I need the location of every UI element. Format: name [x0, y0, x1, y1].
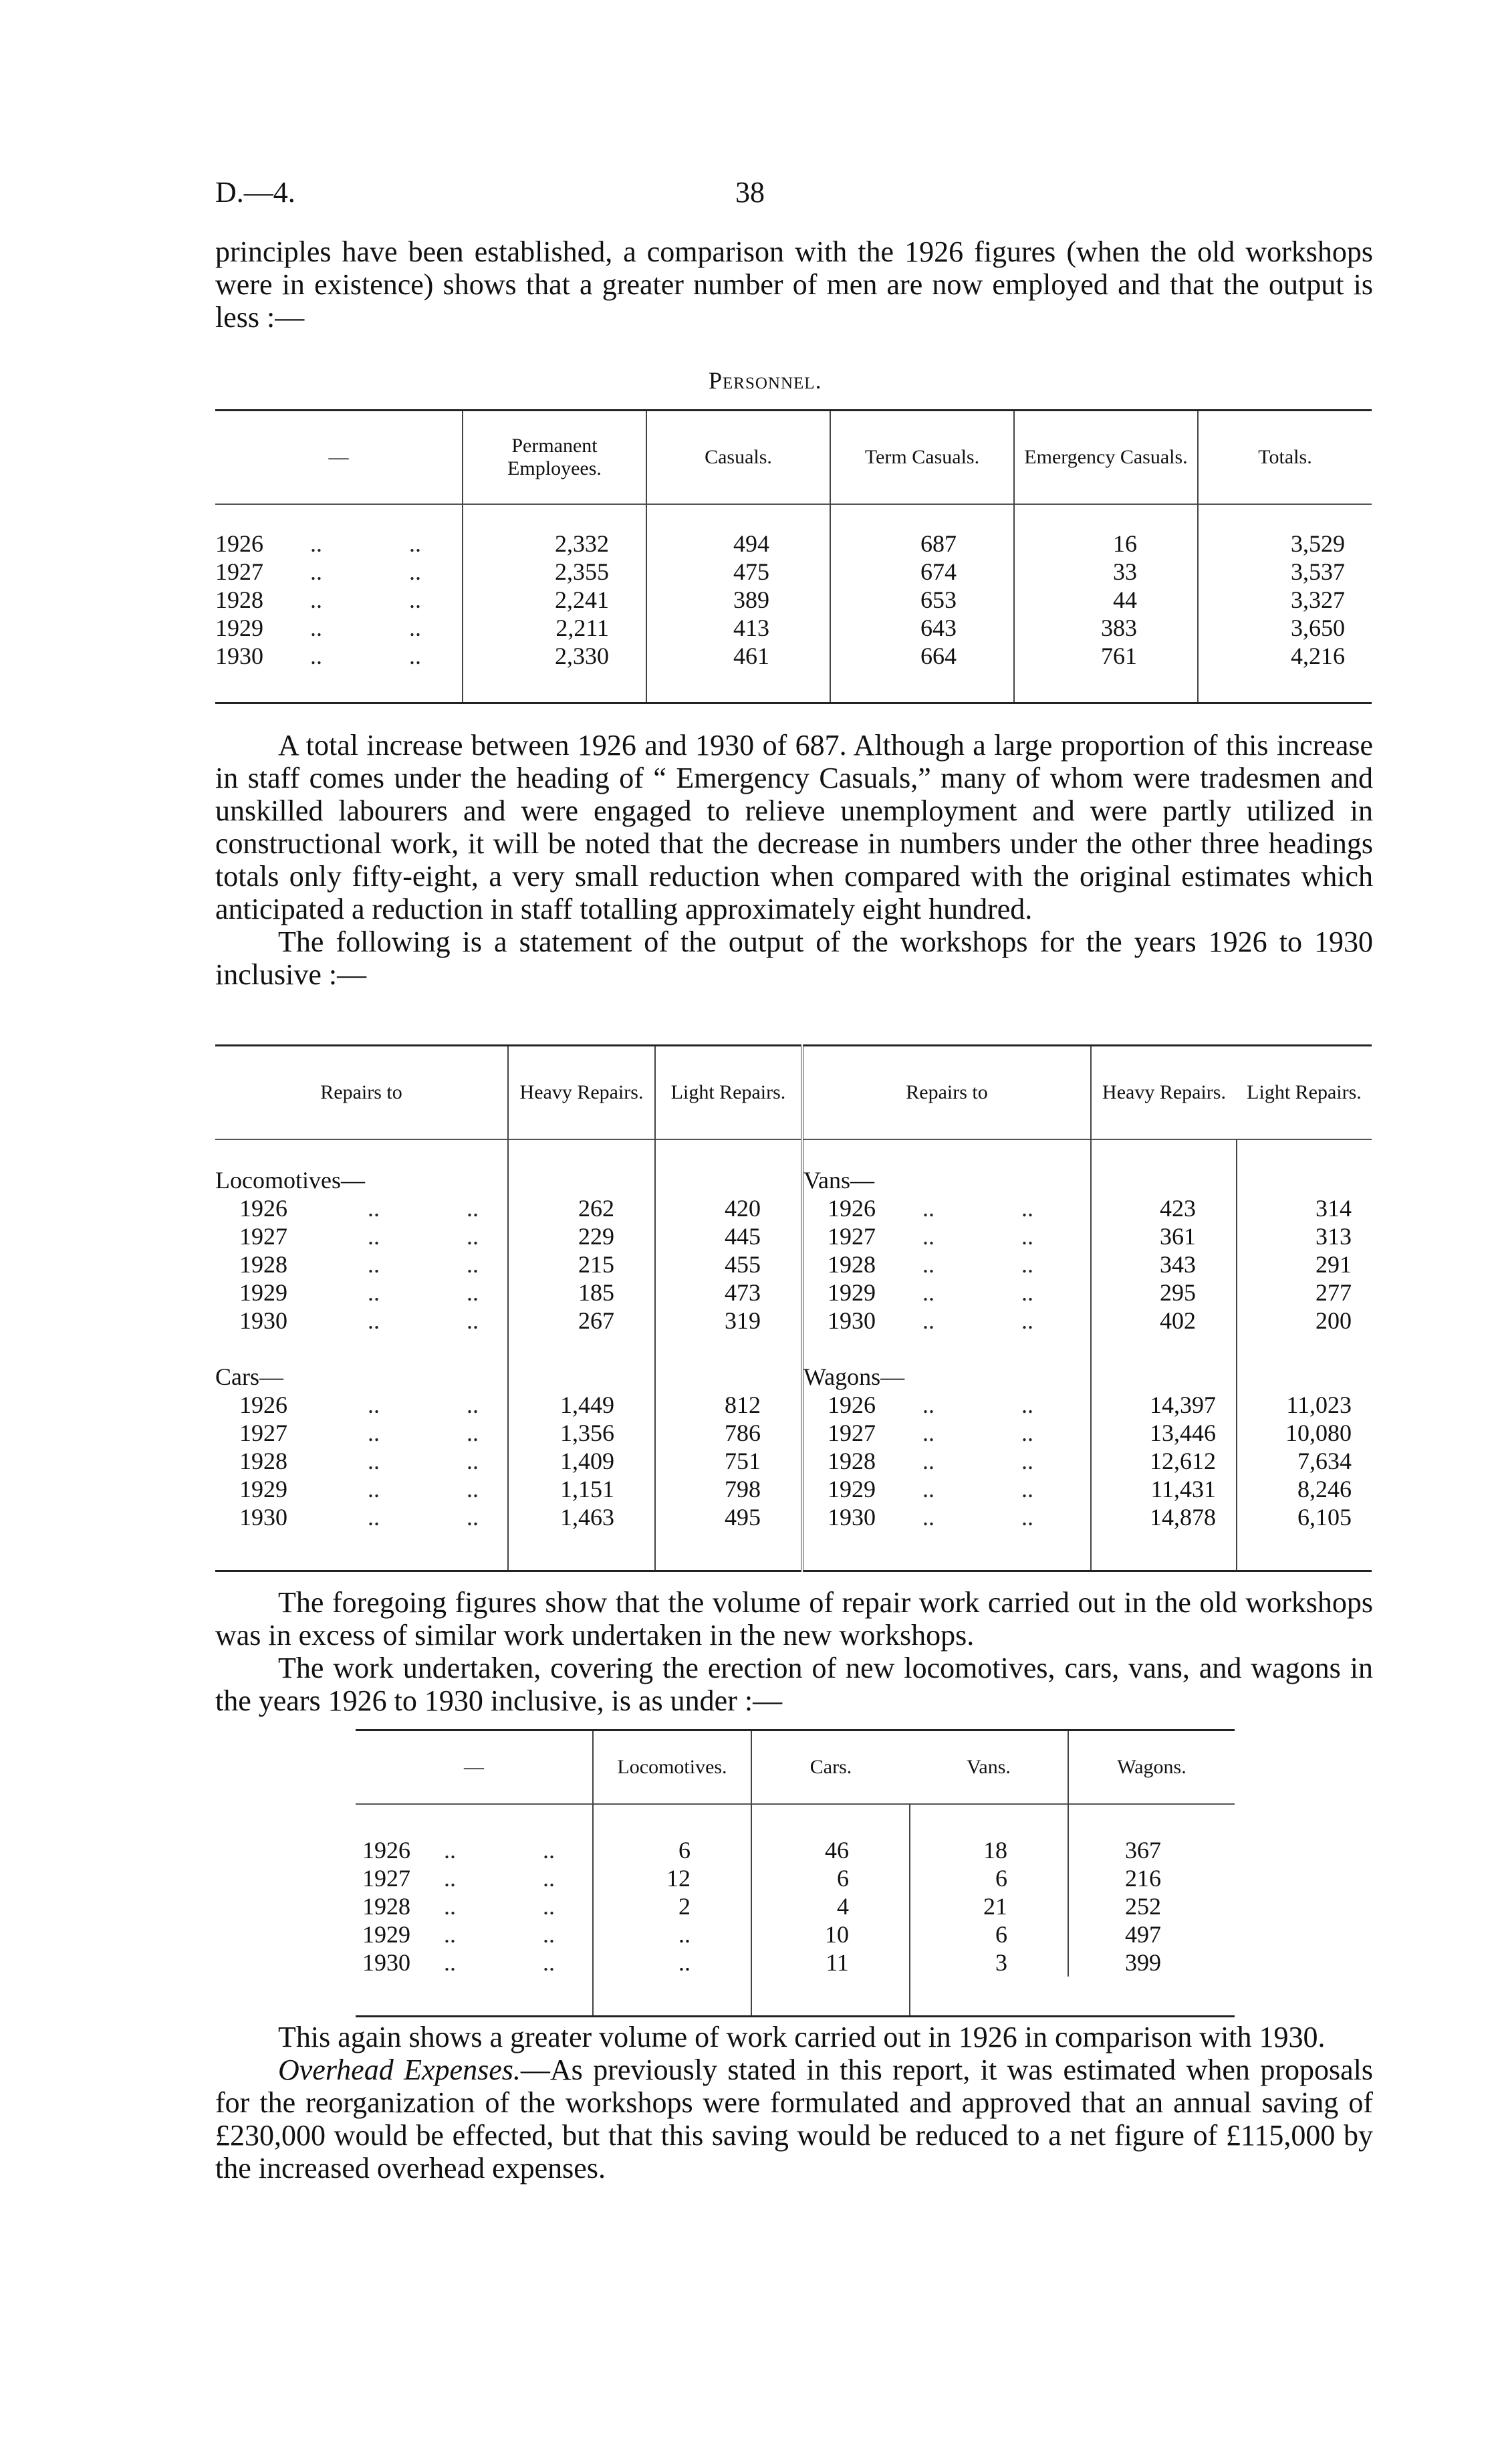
col-header-heavy-right: Heavy Repairs. — [1091, 1046, 1237, 1139]
group-label-vans: Vans— — [802, 1166, 1091, 1194]
cell-light: 473 — [655, 1278, 802, 1307]
row-year: 1929 — [239, 1475, 287, 1502]
row-year: 1930 — [828, 1503, 876, 1531]
cell-heavy: 14,397 — [1091, 1391, 1237, 1419]
cell-casuals: 389 — [646, 586, 830, 614]
cell-light: 8,246 — [1237, 1475, 1372, 1503]
cell-heavy: 343 — [1091, 1250, 1237, 1278]
group-label-row — [215, 1166, 1372, 1194]
row-year: 1930 — [239, 1503, 287, 1531]
cell-cars: 4 — [751, 1892, 910, 1920]
cell-permanent: 2,211 — [463, 614, 646, 642]
row-year: 1928 — [828, 1447, 876, 1474]
table-row: 1930 .. .. 1,463 495 1930 .. .. 14,878 6,105 — [215, 1503, 1372, 1531]
cell-heavy: 1,151 — [508, 1475, 655, 1503]
cell-light: 6,105 — [1237, 1503, 1372, 1531]
row-year: 1930 — [828, 1307, 876, 1334]
cell-light: 420 — [655, 1194, 802, 1222]
foregoing-text: The foregoing figures show that the volume of repair work carried out in the old workshops was in excess of similar work undertaken in the new workshops. — [215, 1586, 1373, 1652]
cell-total: 3,537 — [1198, 558, 1372, 586]
intro-text: principles have been established, a comparison with the 1926 figures (when the old workshops were in existence) shows that a greater number of men are now employed and that the output is less :— — [215, 235, 1373, 334]
col-header-repairs-to-right: Repairs to — [802, 1046, 1091, 1139]
cell-light: 314 — [1237, 1194, 1372, 1222]
row-year: 1926 — [828, 1391, 876, 1418]
cell-total: 3,327 — [1198, 586, 1372, 614]
col-header-locomotives: Locomotives. — [593, 1730, 751, 1804]
cell-light: 495 — [655, 1503, 802, 1531]
cell-term: 653 — [830, 586, 1014, 614]
col-header-casuals: Casuals. — [646, 411, 830, 504]
cell-light: 319 — [655, 1307, 802, 1335]
increase-text: A total increase between 1926 and 1930 of 687. Although a large proportion of this increase in staff comes under the heading of “ Emergency Casuals,” many of whom were tradesmen and unskilled labourers and were engaged to relieve unemployment and were partly utilized in constructional work, it will be noted that the decrease in numbers under the other three headings totals only fifty-eight, a very small reduction when compared with the original estimates which anticipated a reduction in staff totalling approximately eight hundred. — [215, 729, 1373, 925]
cell-casuals: 494 — [646, 530, 830, 558]
col-header-blank: — — [328, 445, 349, 468]
col-header-light-right: Light Repairs. — [1247, 1081, 1362, 1103]
output-intro-text: The following is a statement of the output of the workshops for the years 1926 to 1930 inclusive :— — [215, 925, 1373, 991]
cell-heavy: 13,446 — [1091, 1419, 1237, 1447]
row-year: 1929 — [239, 1278, 287, 1306]
cell-cars: 11 — [751, 1948, 910, 1977]
cell-wagons: 497 — [1068, 1920, 1235, 1948]
row-year: 1929 — [215, 614, 263, 641]
page-number: 38 — [735, 176, 765, 209]
row-year: 1927 — [215, 558, 263, 585]
cell-locomotives: .. — [593, 1920, 751, 1948]
personnel-table-title: Personnel. — [709, 367, 822, 394]
cell-heavy: 1,463 — [508, 1503, 655, 1531]
cell-permanent: 2,355 — [463, 558, 646, 586]
cell-emergency: 44 — [1014, 586, 1198, 614]
table-row: 1927 .. .. 2,355 475 674 33 3,537 — [215, 558, 1372, 586]
group-label-wagons: Wagons— — [802, 1363, 1091, 1391]
cell-heavy: 262 — [508, 1194, 655, 1222]
table-row: 1928 .. .. 2 4 21 252 — [356, 1892, 1235, 1920]
row-year: 1929 — [362, 1920, 410, 1948]
table-row: 1928 .. .. 2,241 389 653 44 3,327 — [215, 586, 1372, 614]
cell-emergency: 761 — [1014, 642, 1198, 670]
cell-light: 313 — [1237, 1222, 1372, 1250]
intro-paragraph — [215, 235, 1373, 334]
cell-term: 664 — [830, 642, 1014, 670]
cell-light: 455 — [655, 1250, 802, 1278]
cell-permanent: 2,332 — [463, 530, 646, 558]
cell-emergency: 383 — [1014, 614, 1198, 642]
col-header-heavy-left: Heavy Repairs. — [508, 1046, 655, 1139]
table-row: 1926 .. .. 6 46 18 367 — [356, 1836, 1235, 1864]
cell-wagons: 216 — [1068, 1864, 1235, 1892]
row-year: 1927 — [239, 1419, 287, 1446]
cell-locomotives: .. — [593, 1948, 751, 1977]
cell-heavy: 423 — [1091, 1194, 1237, 1222]
cell-heavy: 267 — [508, 1307, 655, 1335]
document-code: D.—4. — [215, 176, 295, 209]
table-row: 1928 .. .. 1,409 751 1928 .. .. 12,612 7,634 — [215, 1447, 1372, 1475]
cell-cars: 6 — [751, 1864, 910, 1892]
cell-heavy: 215 — [508, 1250, 655, 1278]
foregoing-paragraphs — [215, 1586, 1373, 1717]
overhead-expenses-paragraph — [215, 2053, 1373, 2185]
cell-total: 3,529 — [1198, 530, 1372, 558]
table-row: 1927 .. .. 229 445 1927 .. .. 361 313 — [215, 1222, 1372, 1250]
cell-heavy: 402 — [1091, 1307, 1237, 1335]
cell-total: 3,650 — [1198, 614, 1372, 642]
table-row: 1930 .. .. 267 319 1930 .. .. 402 200 — [215, 1307, 1372, 1335]
col-header-vans: Vans. — [967, 1755, 1011, 1778]
cell-emergency: 16 — [1014, 530, 1198, 558]
cell-heavy: 1,356 — [508, 1419, 655, 1447]
col-header-totals: Totals. — [1198, 411, 1372, 504]
group-label-row — [215, 1363, 1372, 1391]
row-year: 1926 — [828, 1194, 876, 1222]
cell-heavy: 361 — [1091, 1222, 1237, 1250]
cell-casuals: 461 — [646, 642, 830, 670]
row-year: 1928 — [215, 586, 263, 613]
row-year: 1926 — [362, 1836, 410, 1864]
cell-light: 751 — [655, 1447, 802, 1475]
increase-paragraphs — [215, 729, 1373, 991]
row-year: 1928 — [239, 1250, 287, 1278]
construction-table — [356, 1729, 1235, 2017]
row-year: 1926 — [215, 530, 263, 557]
row-year: 1930 — [362, 1948, 410, 1976]
row-year: 1930 — [239, 1307, 287, 1334]
cell-casuals: 413 — [646, 614, 830, 642]
table-row: 1927 .. .. 12 6 6 216 — [356, 1864, 1235, 1892]
table-row: 1929 .. .. 1,151 798 1929 .. .. 11,431 8,246 — [215, 1475, 1372, 1503]
table-row: 1929 .. .. 2,211 413 643 383 3,650 — [215, 614, 1372, 642]
cell-locomotives: 6 — [593, 1836, 751, 1864]
cell-light: 10,080 — [1237, 1419, 1372, 1447]
cell-heavy: 14,878 — [1091, 1503, 1237, 1531]
cell-total: 4,216 — [1198, 642, 1372, 670]
cell-emergency: 33 — [1014, 558, 1198, 586]
personnel-table — [215, 409, 1372, 704]
cell-term: 687 — [830, 530, 1014, 558]
cell-light: 200 — [1237, 1307, 1372, 1335]
table-row: 1930 .. .. 2,330 461 664 761 4,216 — [215, 642, 1372, 670]
row-year: 1927 — [828, 1419, 876, 1446]
table-row: 1929 .. .. 185 473 1929 .. .. 295 277 — [215, 1278, 1372, 1307]
work-undertaken-text: The work undertaken, covering the erection of new locomotives, cars, vans, and wagons in the years 1926 to 1930 inclusive, is as under :— — [215, 1652, 1373, 1717]
row-year: 1927 — [362, 1864, 410, 1892]
cell-wagons: 367 — [1068, 1836, 1235, 1864]
cell-casuals: 475 — [646, 558, 830, 586]
cell-permanent: 2,330 — [463, 642, 646, 670]
repairs-table — [215, 1044, 1372, 1572]
cell-heavy: 295 — [1091, 1278, 1237, 1307]
col-header-blank: — — [464, 1755, 484, 1778]
row-year: 1927 — [828, 1222, 876, 1250]
row-year: 1929 — [828, 1278, 876, 1306]
cell-locomotives: 2 — [593, 1892, 751, 1920]
comparison-text: This again shows a greater volume of work carried out in 1926 in comparison with 1930. — [278, 2021, 1326, 2053]
closing-paragraphs — [215, 2021, 1373, 2185]
cell-cars: 46 — [751, 1836, 910, 1864]
table-row: 1927 .. .. 1,356 786 1927 .. .. 13,446 10,080 — [215, 1419, 1372, 1447]
table-row: 1926 .. .. 262 420 1926 .. .. 423 314 — [215, 1194, 1372, 1222]
cell-heavy: 1,409 — [508, 1447, 655, 1475]
group-label-cars: Cars— — [215, 1363, 283, 1390]
cell-light: 291 — [1237, 1250, 1372, 1278]
cell-heavy: 11,431 — [1091, 1475, 1237, 1503]
cell-vans: 6 — [910, 1864, 1068, 1892]
cell-wagons: 252 — [1068, 1892, 1235, 1920]
col-header-permanent: Permanent Employees. — [463, 411, 646, 504]
row-year: 1926 — [239, 1391, 287, 1418]
cell-light: 11,023 — [1237, 1391, 1372, 1419]
cell-locomotives: 12 — [593, 1864, 751, 1892]
cell-vans: 3 — [910, 1948, 1068, 1977]
group-label-locomotives: Locomotives— — [215, 1166, 365, 1194]
cell-vans: 21 — [910, 1892, 1068, 1920]
cell-light: 786 — [655, 1419, 802, 1447]
row-year: 1929 — [828, 1475, 876, 1502]
cell-heavy: 12,612 — [1091, 1447, 1237, 1475]
col-header-repairs-to-left: Repairs to — [320, 1081, 402, 1103]
col-header-cars: Cars. — [751, 1730, 910, 1804]
col-header-light-left: Light Repairs. — [655, 1046, 802, 1139]
col-header-term-casuals: Term Casuals. — [830, 411, 1014, 504]
cell-permanent: 2,241 — [463, 586, 646, 614]
col-header-wagons: Wagons. — [1068, 1730, 1235, 1804]
row-year: 1927 — [239, 1222, 287, 1250]
cell-term: 643 — [830, 614, 1014, 642]
cell-vans: 18 — [910, 1836, 1068, 1864]
cell-wagons: 399 — [1068, 1948, 1235, 1977]
overhead-expenses-heading: Overhead Expenses. — [278, 2053, 521, 2086]
overhead-expenses-body: —As previously stated in this report, it was estimated when proposals for the reorganization of the workshops were formulated and approved that an annual saving of £230,000 would be effected, but that this saving would be reduced to a net figure of £115,000 by the increased overhead expenses. — [215, 2053, 1373, 2185]
cell-light: 445 — [655, 1222, 802, 1250]
cell-heavy: 1,449 — [508, 1391, 655, 1419]
row-year: 1928 — [828, 1250, 876, 1278]
cell-light: 7,634 — [1237, 1447, 1372, 1475]
table-row: 1926 .. .. 2,332 494 687 16 3,529 — [215, 530, 1372, 558]
table-row: 1930 .. .. .. 11 3 399 — [356, 1948, 1235, 1977]
row-year: 1930 — [215, 642, 263, 669]
cell-term: 674 — [830, 558, 1014, 586]
cell-vans: 6 — [910, 1920, 1068, 1948]
cell-light: 798 — [655, 1475, 802, 1503]
table-row: 1928 .. .. 215 455 1928 .. .. 343 291 — [215, 1250, 1372, 1278]
cell-light: 812 — [655, 1391, 802, 1419]
table-row: 1926 .. .. 1,449 812 1926 .. .. 14,397 11,023 — [215, 1391, 1372, 1419]
row-year: 1928 — [239, 1447, 287, 1474]
cell-cars: 10 — [751, 1920, 910, 1948]
table-row: 1929 .. .. .. 10 6 497 — [356, 1920, 1235, 1948]
cell-heavy: 185 — [508, 1278, 655, 1307]
row-year: 1926 — [239, 1194, 287, 1222]
col-header-emergency: Emergency Casuals. — [1014, 411, 1198, 504]
cell-heavy: 229 — [508, 1222, 655, 1250]
cell-light: 277 — [1237, 1278, 1372, 1307]
row-year: 1928 — [362, 1892, 410, 1920]
